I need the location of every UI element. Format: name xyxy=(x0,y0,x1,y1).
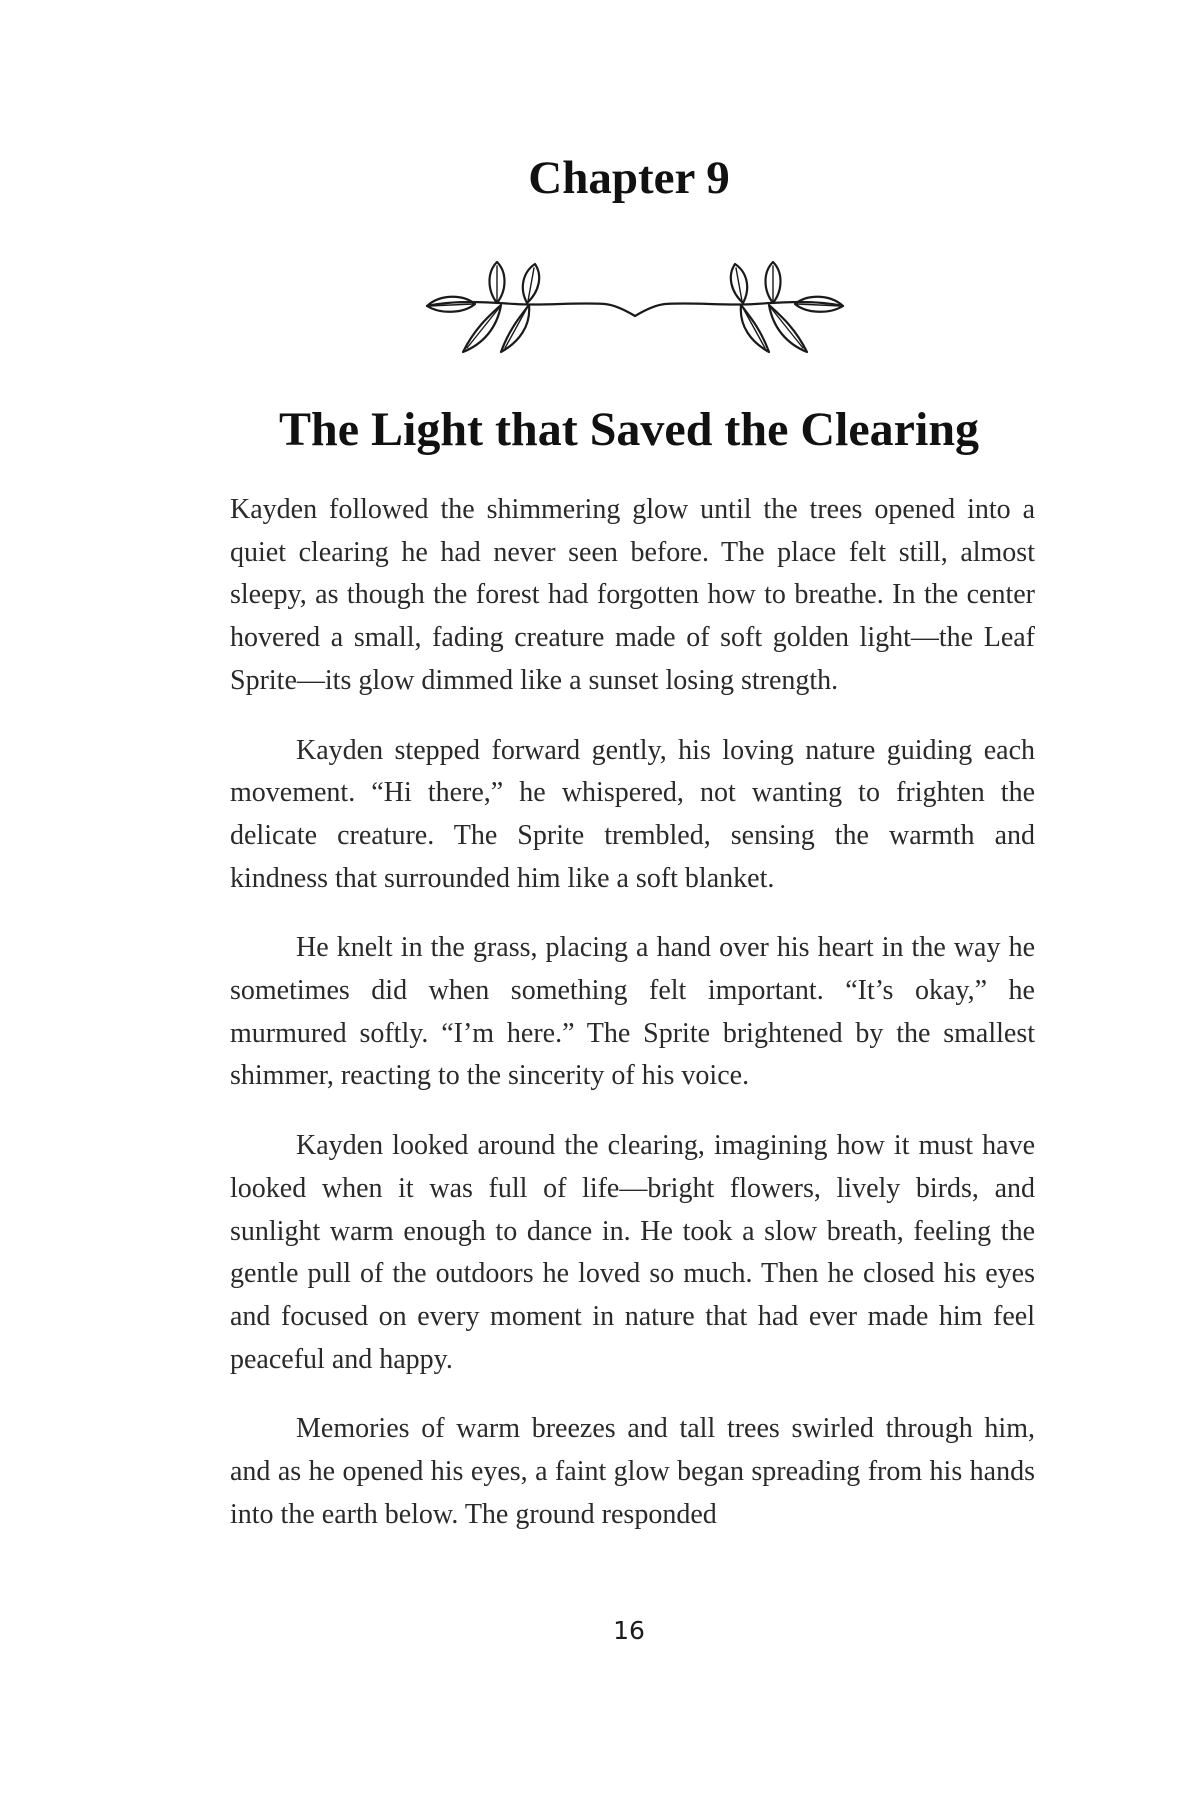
paragraph: Kayden looked around the clearing, imagining how it must have looked when it was full of life—bright flowers, lively birds, and sunlight warm enough to dance in. He took a slow breath, feeling the gentle pull of the outdoors he loved so much. Then he closed his eyes and focused on every moment in nature that had ever made him feel peaceful and happy. xyxy=(230,1130,1035,1375)
paragraph: Kayden followed the shimmering glow until the trees opened into a quiet clearing he had never seen before. The place felt still, almost sleepy, as though the forest had forgotten how to breathe. In the center hovered a small, fading creature made of soft golden light—the Leaf Sprite—its glow dimmed like a sunset losing strength. xyxy=(230,494,1035,696)
leaf-vine-divider-icon xyxy=(415,258,855,358)
chapter-number-heading: Chapter 9 xyxy=(528,152,730,204)
page-number: 16 xyxy=(613,1616,645,1645)
paragraph: Memories of warm breezes and tall trees swirled through him, and as he opened his eyes, a faint glow began spreading from his hands into the earth below. The ground responded xyxy=(230,1413,1035,1530)
chapter-title: The Light that Saved the Clearing xyxy=(278,403,980,456)
chapter-body-text xyxy=(230,489,1035,1536)
paragraph: Kayden stepped forward gently, his loving nature guiding each movement. “Hi there,” he whispered, not wanting to frighten the delicate creature. The Sprite trembled, sensing the warmth and kindness that surrounded him like a soft blanket. xyxy=(230,734,1035,894)
paragraph: He knelt in the grass, placing a hand over his heart in the way he sometimes did when something felt important. “It’s okay,” he murmured softly. “I’m here.” The Sprite brightened by the smallest shimmer, reacting to the sincerity of his voice. xyxy=(230,932,1035,1092)
